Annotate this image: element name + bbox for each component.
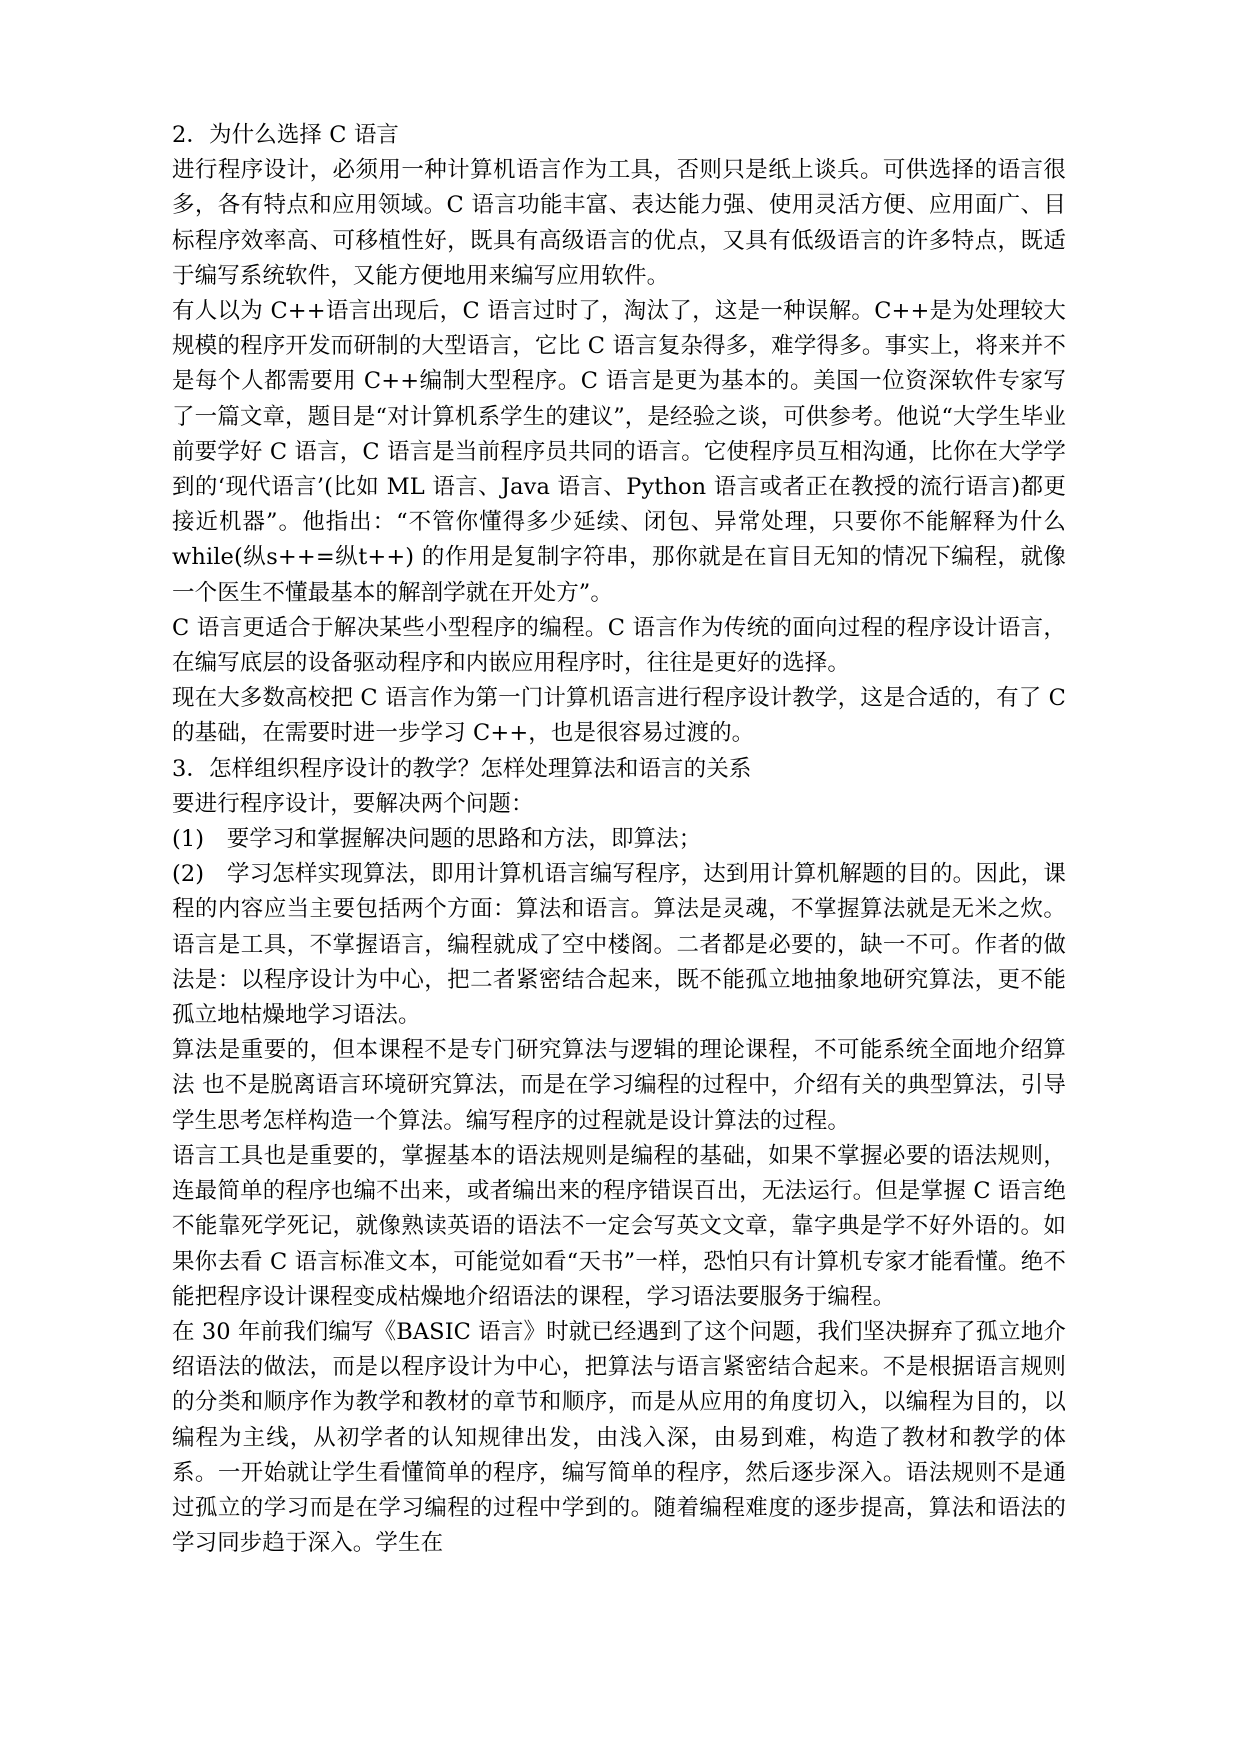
paragraph-2: 有人以为 C++语言出现后，C 语言过时了，淘汰了，这是一种误解。C++是为处理较大规模的程序开发而研制的大型语言，它比 C 语言复杂得多，难学得多。事实上，将来并不是每个人都需要用 C++编制大型程序。C 语言是更为基本的。美国一位资深软件专家写了一篇文章，题目是“对计算机系学生的建议”，是经验之谈，可供参考。他说“大学生毕业前要学好 C 语言，C 语言是当前程序员共同的语言。它使程序员互相沟通，比你在大学学到的‘现代语言’(比如 ML 语言、Java 语言、Python 语言或者正在教授的流行语言)都更接近机器”。他指出：“不管你懂得多少延续、闭包、异常处理，只要你不能解释为什么 while(纵s++=纵t++) 的作用是复制字符串，那你就是在盲目无知的情况下编程，就像一个医生不懂最基本的解剖学就在开处方”。 xyxy=(172,298,1066,606)
paragraph-1: 进行程序设计，必须用一种计算机语言作为工具，否则只是纸上谈兵。可供选择的语言很多，各有特点和应用领域。C 语言功能丰富、表达能力强、使用灵活方便、应用面广、目标程序效率高、可移植性好，既具有高级语言的优点，又具有低级语言的许多特点，既适于编写系统软件，又能方便地用来编写应用软件。 xyxy=(172,157,1066,289)
list-item-1: (1) 要学习和掌握解决问题的思路和方法，即算法； xyxy=(172,826,702,853)
document-body xyxy=(172,118,1066,1561)
section-heading-2: 2．为什么选择 C 语言 xyxy=(172,122,400,148)
paragraph-4: 现在大多数高校把 C 语言作为第一门计算机语言进行程序设计教学，这是合适的，有了 C 的基础，在需要时进一步学习 C++，也是很容易过渡的。 xyxy=(172,685,1066,747)
paragraph-5: 要进行程序设计，要解决两个问题： xyxy=(172,790,534,817)
paragraph-8: 在 30 年前我们编写《BASIC 语言》时就已经遇到了这个问题，我们坚决摒弃了孤立地介绍语法的做法，而是以程序设计为中心，把算法与语言紧密结合起来。不是根据语言规则的分类和顺序作为教学和教材的章节和顺序，而是从应用的角度切入，以编程为目的，以编程为主线，从初学者的认知规律出发，由浅入深，由易到难，构造了教材和教学的体系。一开始就让学生看懂简单的程序，编写简单的程序，然后逐步深入。语法规则不是通过孤立的学习而是在学习编程的过程中学到的。随着编程难度的逐步提高，算法和语法的学习同步趋于深入。学生在 xyxy=(172,1318,1066,1557)
paragraph-7: 语言工具也是重要的，掌握基本的语法规则是编程的基础，如果不掌握必要的语法规则，连最简单的程序也编不出来，或者编出来的程序错误百出，无法运行。但是掌握 C 语言绝不能靠死学死记，就像熟读英语的语法不一定会写英文文章，靠字典是学不好外语的。如果你去看 C 语言标准文本，可能觉如看“天书”一样，恐怕只有计算机专家才能看懂。绝不能把程序设计课程变成枯燥地介绍语法的课程，学习语法要服务于编程。 xyxy=(172,1142,1066,1310)
paragraph-6: 算法是重要的，但本课程不是专门研究算法与逻辑的理论课程，不可能系统全面地介绍算法 也不是脱离语言环境研究算法，而是在学习编程的过程中，介绍有关的典型算法，引导学生思考怎样构造一个算法。编写程序的过程就是设计算法的过程。 xyxy=(172,1037,1066,1134)
paragraph-3: C 语言更适合于解决某些小型程序的编程。C 语言作为传统的面向过程的程序设计语言，在编写底层的设备驱动程序和内嵌应用程序时，往往是更好的选择。 xyxy=(172,614,1066,677)
list-item-2: (2) 学习怎样实现算法，即用计算机语言编写程序，达到用计算机解题的目的。因此，课程的内容应当主要包括两个方面：算法和语言。算法是灵魂，不掌握算法就是无米之炊。语言是工具，不掌握语言，编程就成了空中楼阁。二者都是必要的，缺一不可。作者的做法是：以程序设计为中心，把二者紧密结合起来，既不能孤立地抽象地研究算法，更不能孤立地枯燥地学习语法。 xyxy=(172,861,1066,1029)
section-heading-3: 3．怎样组织程序设计的教学？怎样处理算法和语言的关系 xyxy=(172,755,752,782)
